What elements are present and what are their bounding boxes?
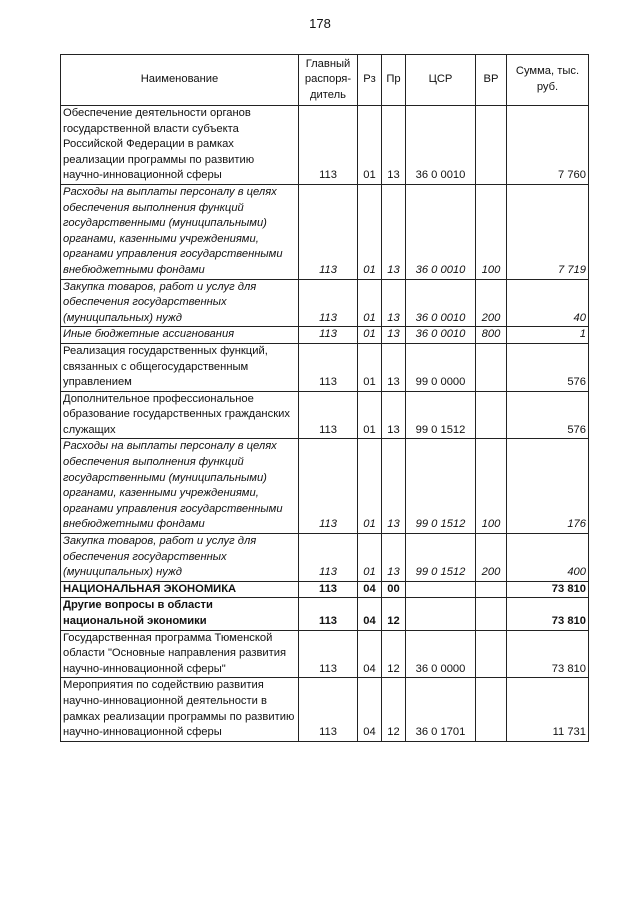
page-number: 178 xyxy=(309,16,331,31)
row-csr: 99 0 0000 xyxy=(406,343,476,391)
budget-table xyxy=(60,54,589,742)
row-name: Другие вопросы в области национальной экономики xyxy=(61,598,299,630)
table-row xyxy=(61,439,589,534)
row-name: Дополнительное профессиональное образование государственных гражданских служащих xyxy=(61,391,299,439)
row-admin: 113 xyxy=(299,678,358,741)
row-admin: 113 xyxy=(299,343,358,391)
table-row xyxy=(61,630,589,678)
row-sum: 73 810 xyxy=(507,598,589,630)
table-row xyxy=(61,106,589,185)
header-sum: Сумма, тыс. руб. xyxy=(507,55,589,106)
row-rz: 01 xyxy=(358,439,382,534)
row-csr: 36 0 1701 xyxy=(406,678,476,741)
row-admin: 113 xyxy=(299,581,358,598)
row-sum: 73 810 xyxy=(507,581,589,598)
row-csr: 36 0 0010 xyxy=(406,327,476,344)
row-rz: 04 xyxy=(358,630,382,678)
table-row xyxy=(61,534,589,582)
row-pr: 00 xyxy=(382,581,406,598)
row-pr: 13 xyxy=(382,279,406,327)
row-sum: 7 719 xyxy=(507,184,589,279)
row-admin: 113 xyxy=(299,327,358,344)
row-vr: 200 xyxy=(476,534,507,582)
header-rz: Рз xyxy=(358,55,382,106)
row-vr xyxy=(476,630,507,678)
row-vr xyxy=(476,678,507,741)
row-name: Обеспечение деятельности органов государственной власти субъекта Российской Федерации в рамках реализации программы по развитию научно-инновационной сферы xyxy=(61,106,299,185)
row-csr xyxy=(406,598,476,630)
row-pr: 13 xyxy=(382,106,406,185)
row-name: Закупка товаров, работ и услуг для обеспечения государственных (муниципальных) нужд xyxy=(61,534,299,582)
row-csr xyxy=(406,581,476,598)
table-row xyxy=(61,343,589,391)
row-name: Государственная программа Тюменской области "Основные направления развития научно-инновационной сферы" xyxy=(61,630,299,678)
table-row xyxy=(61,391,589,439)
row-pr: 12 xyxy=(382,630,406,678)
row-admin: 113 xyxy=(299,439,358,534)
row-rz: 01 xyxy=(358,327,382,344)
header-pr: Пр xyxy=(382,55,406,106)
row-vr xyxy=(476,581,507,598)
row-rz: 04 xyxy=(358,598,382,630)
row-sum: 400 xyxy=(507,534,589,582)
row-csr: 36 0 0010 xyxy=(406,184,476,279)
row-sum: 11 731 xyxy=(507,678,589,741)
row-pr: 13 xyxy=(382,343,406,391)
row-name: Расходы на выплаты персоналу в целях обеспечения выполнения функций государственными (муниципальными) органами, казенными учреждениями, органами управления государственными внебюджетными фондами xyxy=(61,439,299,534)
row-rz: 01 xyxy=(358,534,382,582)
row-rz: 01 xyxy=(358,343,382,391)
row-pr: 13 xyxy=(382,534,406,582)
header-csr: ЦСР xyxy=(406,55,476,106)
row-vr xyxy=(476,343,507,391)
row-vr: 100 xyxy=(476,439,507,534)
row-name: Реализация государственных функций, связанных с общегосударственным управлением xyxy=(61,343,299,391)
row-pr: 12 xyxy=(382,678,406,741)
row-rz: 01 xyxy=(358,184,382,279)
row-vr: 800 xyxy=(476,327,507,344)
row-vr xyxy=(476,106,507,185)
row-sum: 1 xyxy=(507,327,589,344)
row-csr: 99 0 1512 xyxy=(406,534,476,582)
row-csr: 36 0 0000 xyxy=(406,630,476,678)
row-pr: 13 xyxy=(382,184,406,279)
table-row xyxy=(61,279,589,327)
table-row xyxy=(61,327,589,344)
row-name: Иные бюджетные ассигнования xyxy=(61,327,299,344)
row-vr: 100 xyxy=(476,184,507,279)
row-sum: 576 xyxy=(507,391,589,439)
row-csr: 99 0 1512 xyxy=(406,439,476,534)
row-csr: 36 0 0010 xyxy=(406,279,476,327)
row-admin: 113 xyxy=(299,391,358,439)
row-name: Расходы на выплаты персоналу в целях обеспечения выполнения функций государственными (муниципальными) органами, казенными учреждениями, органами управления государственными внебюджетными фондами xyxy=(61,184,299,279)
row-vr: 200 xyxy=(476,279,507,327)
row-sum: 40 xyxy=(507,279,589,327)
row-admin: 113 xyxy=(299,184,358,279)
table-row xyxy=(61,581,589,598)
row-vr xyxy=(476,391,507,439)
row-vr xyxy=(476,598,507,630)
header-vr: ВР xyxy=(476,55,507,106)
row-rz: 04 xyxy=(358,678,382,741)
table-row xyxy=(61,678,589,741)
row-csr: 99 0 1512 xyxy=(406,391,476,439)
row-pr: 13 xyxy=(382,391,406,439)
row-rz: 01 xyxy=(358,279,382,327)
row-pr: 12 xyxy=(382,598,406,630)
row-name: Закупка товаров, работ и услуг для обеспечения государственных (муниципальных) нужд xyxy=(61,279,299,327)
row-admin: 113 xyxy=(299,598,358,630)
row-admin: 113 xyxy=(299,534,358,582)
row-admin: 113 xyxy=(299,279,358,327)
row-admin: 113 xyxy=(299,630,358,678)
row-pr: 13 xyxy=(382,439,406,534)
row-rz: 04 xyxy=(358,581,382,598)
row-name: Мероприятия по содействию развития научно-инновационной деятельности в рамках реализации программы по развитию научно-инновационной сферы xyxy=(61,678,299,741)
row-admin: 113 xyxy=(299,106,358,185)
table-row xyxy=(61,184,589,279)
table-row xyxy=(61,598,589,630)
header-admin: Главный распоря-дитель xyxy=(299,55,358,106)
row-rz: 01 xyxy=(358,106,382,185)
row-sum: 7 760 xyxy=(507,106,589,185)
row-csr: 36 0 0010 xyxy=(406,106,476,185)
row-sum: 176 xyxy=(507,439,589,534)
row-sum: 576 xyxy=(507,343,589,391)
row-name: НАЦИОНАЛЬНАЯ ЭКОНОМИКА xyxy=(61,581,299,598)
row-pr: 13 xyxy=(382,327,406,344)
row-sum: 73 810 xyxy=(507,630,589,678)
header-name: Наименование xyxy=(61,55,299,106)
table-header-row xyxy=(61,55,589,106)
row-rz: 01 xyxy=(358,391,382,439)
